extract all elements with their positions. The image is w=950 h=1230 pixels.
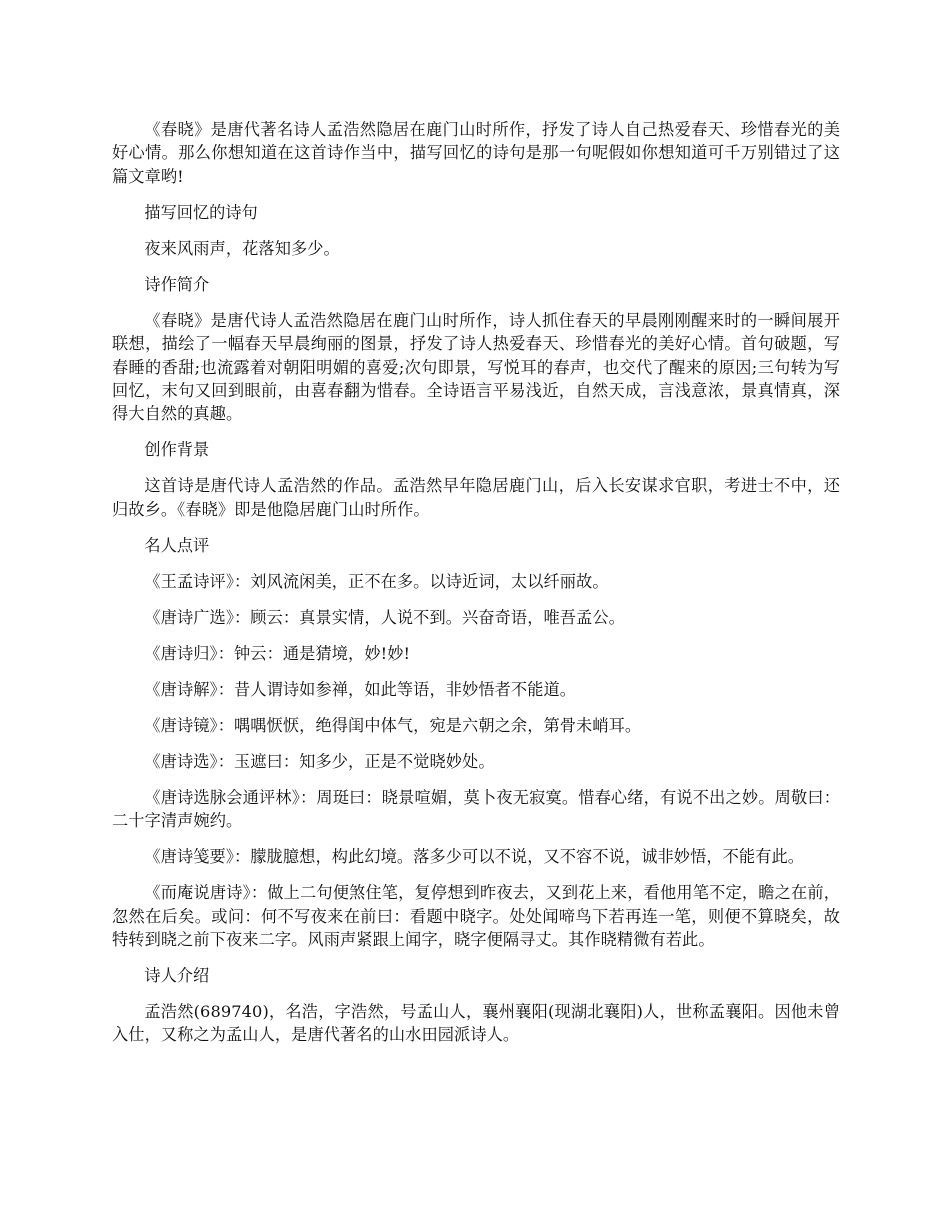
review-item: 《唐诗笺要》：朦胧臆想，构此幻境。落多少可以不说，又不容不说，诚非妙悟，不能有此。 (144, 847, 805, 867)
review-item: 《唐诗选脉会通评林》：周珽曰：晓景喧媚，莫卜夜无寂寞。惜春心绪，有说不出之妙。周敬曰：二十字清声婉约。 (112, 787, 840, 831)
heading-reviews: 名人点评 (144, 535, 210, 555)
review-item: 《王孟诗评》：刘风流闲美，正不在多。以诗近词，太以纤丽故。 (144, 571, 609, 591)
memory-line: 夜来风雨声，花落知多少。 (144, 238, 340, 258)
review-item: 《唐诗选》：玉遮曰：知多少，正是不觉晓妙处。 (144, 751, 495, 771)
review-item: 《而庵说唐诗》：做上二句便煞住笔，复停想到昨夜去，又到花上来，看他用笔不定，瞻之在前，忽然在后矣。或问：何不写夜来在前曰：看题中晓字。处处闻啼鸟下若再连一笔，则便不算晓矣，故特转到晓之前下夜来二字。风雨声紧跟上闻字，晓字便隔寻丈。其作晓精微有若此。 (112, 883, 840, 950)
poem-intro-paragraph: 《春晓》是唐代诗人孟浩然隐居在鹿门山时所作，诗人抓住春天的早晨刚刚醒来时的一瞬间展开联想，描绘了一幅春天早晨绚丽的图景，抒发了诗人热爱春天、珍惜春光的美好心情。首句破题，写春睡的香甜;也流露着对朝阳明媚的喜爱;次句即景，写悦耳的春声，也交代了醒来的原因;三句转为写回忆，末句又回到眼前，由喜春翻为惜春。全诗语言平易浅近，自然天成，言浅意浓，景真情真，深得大自然的真趣。 (112, 310, 840, 424)
document-body (112, 118, 840, 1059)
heading-poem-intro: 诗作简介 (144, 274, 210, 294)
poet-paragraph: 孟浩然(689740)，名浩，字浩然，号孟山人，襄州襄阳(现湖北襄阳)人，世称孟襄阳。因他未曾入仕，又称之为孟山人，是唐代著名的山水田园派诗人。 (112, 1002, 840, 1045)
heading-background: 创作背景 (144, 440, 210, 460)
heading-memory-lines: 描写回忆的诗句 (144, 202, 258, 222)
intro-paragraph: 《春晓》是唐代著名诗人孟浩然隐居在鹿门山时所作，抒发了诗人自己热爱春天、珍惜春光的美好心情。那么你想知道在这首诗作当中，描写回忆的诗句是那一句呢假如你想知道可千万别错过了这篇文章哟! (112, 120, 840, 186)
heading-poet: 诗人介绍 (144, 966, 210, 986)
review-item: 《唐诗解》：昔人谓诗如参禅，如此等语，非妙悟者不能道。 (144, 679, 577, 699)
background-paragraph: 这首诗是唐代诗人孟浩然的作品。孟浩然早年隐居鹿门山，后入长安谋求官职，考进士不中，还归故乡。《春晓》即是他隐居鹿门山时所作。 (112, 476, 840, 519)
review-item: 《唐诗归》：钟云：通是猜境，妙!妙! (144, 643, 411, 663)
review-item: 《唐诗广选》：顾云：真景实情，人说不到。兴奋奇语，唯吾孟公。 (144, 607, 625, 627)
review-item: 《唐诗镜》：喁喁恹恹，绝得闺中体气，宛是六朝之余，第骨未峭耳。 (144, 715, 642, 735)
